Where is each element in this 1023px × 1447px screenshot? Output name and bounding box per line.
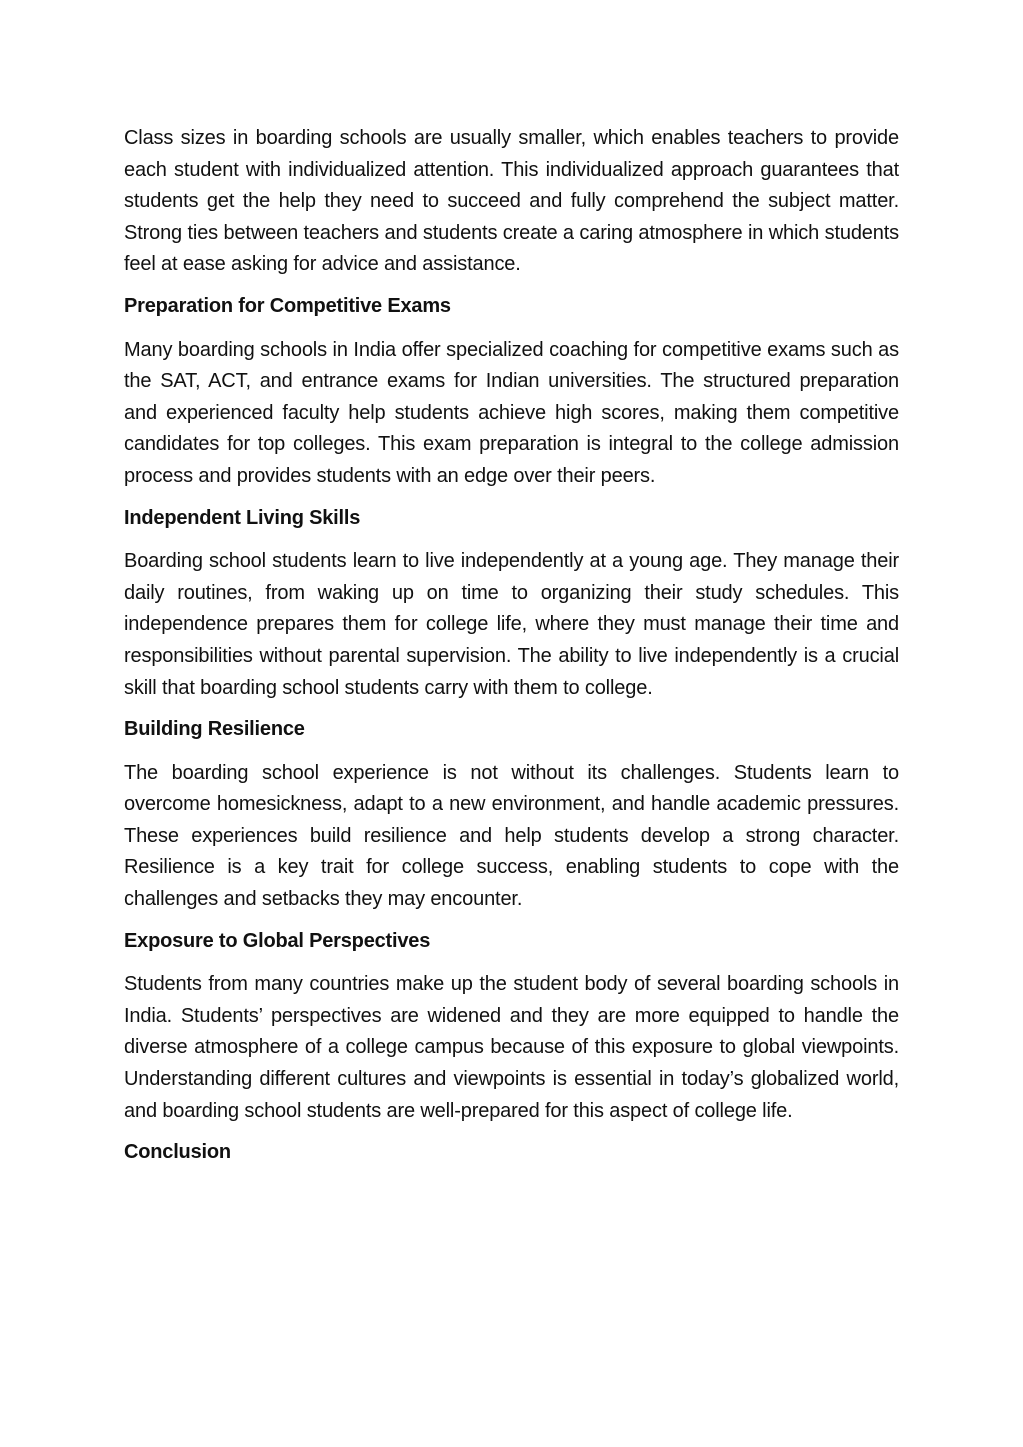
heading-competitive-exams: Preparation for Competitive Exams <box>124 294 451 317</box>
heading-independent-living: Independent Living Skills <box>124 506 361 529</box>
paragraph-class-sizes: Class sizes in boarding schools are usually smaller, which enables teachers to provide each student with individualized attention. This individualized approach guarantees that students get the help they need to succeed and fully comprehend the subject matter. Strong ties between teachers and students create a caring atmosphere in which students feel at ease asking for advice and assistance. <box>124 127 899 276</box>
heading-global-perspectives: Exposure to Global Perspectives <box>124 929 431 952</box>
paragraph-competitive-exams: Many boarding schools in India offer specialized coaching for competitive exams such as the SAT, ACT, and entrance exams for Indian universities. The structured preparation and experienced faculty help students achieve high scores, making them competitive candidates for top colleges. This exam preparation is integral to the college admission process and provides students with an edge over their peers. <box>124 338 899 487</box>
paragraph-independent-living: Boarding school students learn to live independently at a young age. They manage their daily routines, from waking up on time to organizing their study schedules. This independence prepares them for college life, where they must manage their time and responsibilities without parental supervision. The ability to live independently is a crucial skill that boarding school students carry with them to college. <box>124 550 899 699</box>
document-page <box>124 123 899 1181</box>
paragraph-global-perspectives: Students from many countries make up the student body of several boarding schools in India. Students’ perspectives are widened and they are more equipped to handle the diverse atmosphere of a college campus because of this exposure to global viewpoints. Understanding different cultures and viewpoints is essential in today’s globalized world, and boarding school students are well-prepared for this aspect of college life. <box>124 973 899 1122</box>
heading-conclusion: Conclusion <box>124 1141 231 1164</box>
paragraph-building-resilience: The boarding school experience is not without its challenges. Students learn to overcome homesickness, adapt to a new environment, and handle academic pressures. These experiences build resilience and help students develop a strong character. Resilience is a key trait for college success, enabling students to cope with the challenges and setbacks they may encounter. <box>124 761 899 911</box>
heading-building-resilience: Building Resilience <box>124 718 305 741</box>
